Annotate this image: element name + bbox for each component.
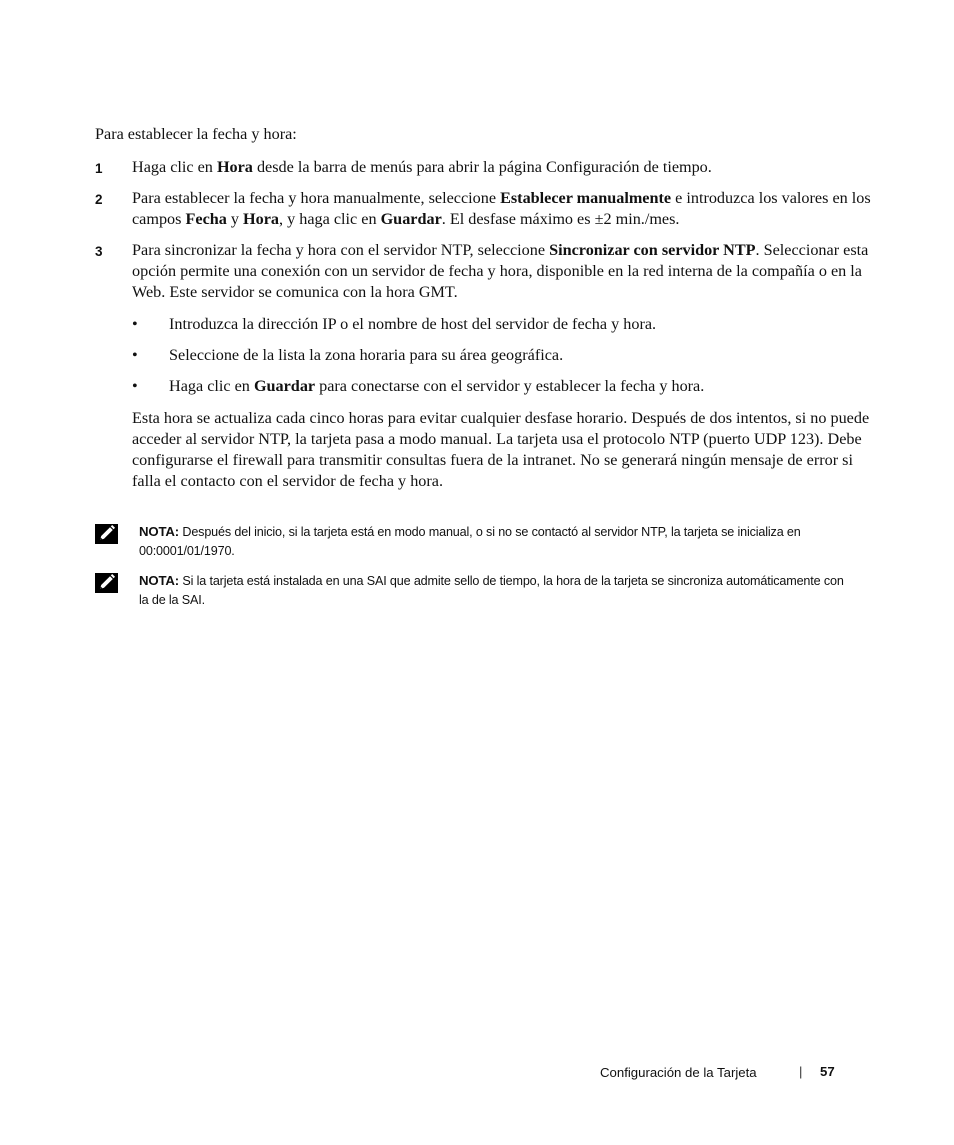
bullet-icon: • [132, 315, 138, 333]
note-pencil-icon [95, 573, 118, 593]
bullet-item [132, 345, 852, 366]
step-number: 1 [95, 161, 103, 176]
step-text: Para establecer la fecha y hora manualmente, seleccione Establecer manualmente e introduzca los valores en los campos Fecha y Hora, y haga clic en Guardar. El desfase máximo es ±2 min./mes. [132, 189, 871, 228]
note-2 [95, 571, 855, 610]
option-term: Establecer manualmente [500, 189, 672, 207]
note-1 [95, 522, 855, 561]
page-number: 57 [820, 1064, 835, 1079]
button-term: Guardar [380, 210, 442, 228]
step-2 [95, 188, 875, 230]
ntp-description: Esta hora se actualiza cada cinco horas para evitar cualquier desfase horario. Después de dos intentos, si no puede acceder al servidor NTP, la tarjeta pasa a modo manual. La tarjeta usa el protocolo NTP (puerto UDP 123). Debe configurarse el firewall para transmitir consultas fuera de la intranet. No se generará ningún mensaje de error si falla el contacto con el servidor de fecha y hora. [132, 409, 870, 490]
footer-separator: | [799, 1064, 803, 1079]
note-label: NOTA: [139, 573, 180, 588]
step-number: 3 [95, 244, 103, 259]
bullet-text: Haga clic en Guardar para conectarse con el servidor y establecer la fecha y hora. [169, 377, 705, 395]
step-text: Haga clic en Hora desde la barra de menús para abrir la página Configuración de tiempo. [132, 158, 712, 176]
bullet-item [132, 314, 852, 335]
step-number: 2 [95, 192, 103, 207]
option-term: Sincronizar con servidor NTP [549, 241, 756, 259]
menu-term: Hora [216, 158, 253, 176]
step-text: Para sincronizar la fecha y hora con el servidor NTP, seleccione Sincronizar con servidor NTP. Seleccionar esta opción permite una conexión con un servidor de fecha y hora, disponible en la red interna de la compañía o en la Web. Este servidor se comunica con la hora GMT. [132, 241, 869, 301]
bullet-icon: • [132, 346, 138, 364]
step-1 [95, 157, 875, 178]
bullet-text: Introduzca la dirección IP o el nombre de host del servidor de fecha y hora. [169, 315, 657, 333]
step-3 [95, 240, 875, 303]
note-text: NOTA: Después del inicio, si la tarjeta está en modo manual, o si no se contactó al servidor NTP, la tarjeta se inicializa en 00:0001/01/1970. [139, 524, 801, 558]
bullet-text: Seleccione de la lista la zona horaria para su área geográfica. [169, 346, 564, 364]
bullet-icon: • [132, 377, 138, 395]
footer-section-title: Configuración de la Tarjeta [600, 1065, 757, 1080]
note-label: NOTA: [139, 524, 180, 539]
button-term: Guardar [253, 377, 316, 395]
intro-text: Para establecer la fecha y hora: [95, 125, 297, 143]
field-term: Hora [243, 210, 280, 228]
note-pencil-icon [95, 524, 118, 544]
field-term: Fecha [185, 210, 227, 228]
note-text: NOTA: Si la tarjeta está instalada en una SAI que admite sello de tiempo, la hora de la tarjeta se sincroniza automáticamente con la de la SAI. [139, 573, 844, 607]
bullet-item [132, 376, 852, 397]
